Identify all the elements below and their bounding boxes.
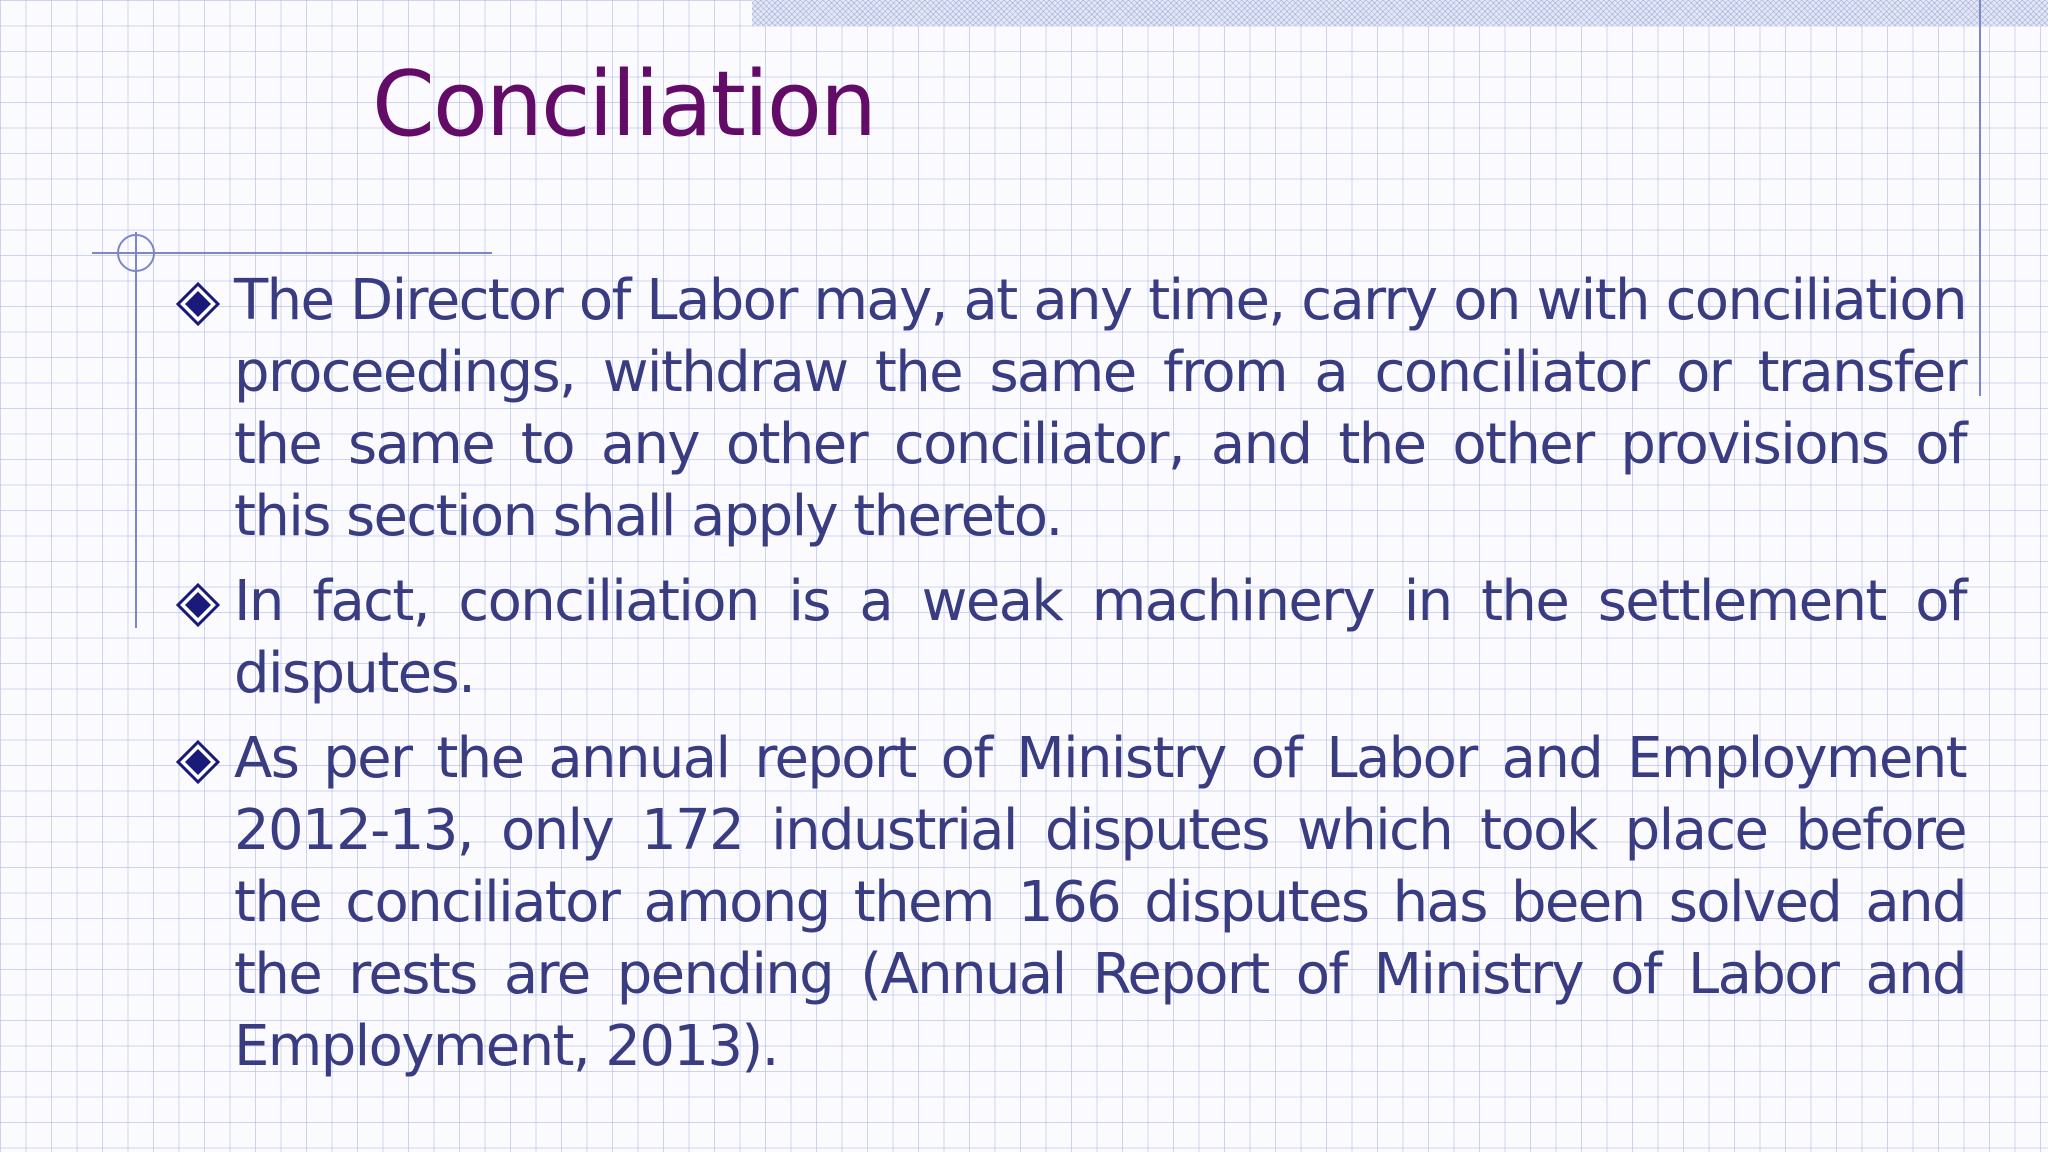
bullet-item [176, 723, 1966, 1083]
bullet-text: The Director of Labor may, at any time, carry on with conciliation proceedings, withdraw the same from a conciliator or transfer the same to any other conciliator, and the other provisions of this section shall apply thereto. [234, 268, 1966, 549]
diamond-bullet-icon [176, 566, 234, 638]
bullet-list [176, 265, 1966, 1096]
slide-title: Conciliation [372, 52, 875, 157]
bullet-item [176, 265, 1966, 553]
right-vertical-rule [1979, 0, 1981, 396]
bullet-text: As per the annual report of Ministry of Labor and Employment 2012-13, only 172 industrial disputes which took place before the conciliator among them 166 disputes has been solved and the rests are pending (Annual Report of Ministry of Labor and Employment, 2013). [234, 726, 1966, 1079]
diamond-bullet-icon [176, 265, 234, 337]
bullet-item [176, 566, 1966, 710]
top-decorative-band [752, 0, 2048, 26]
diamond-bullet-icon [176, 723, 234, 795]
bullet-text: In fact, conciliation is a weak machinery in the settlement of disputes. [234, 569, 1966, 706]
